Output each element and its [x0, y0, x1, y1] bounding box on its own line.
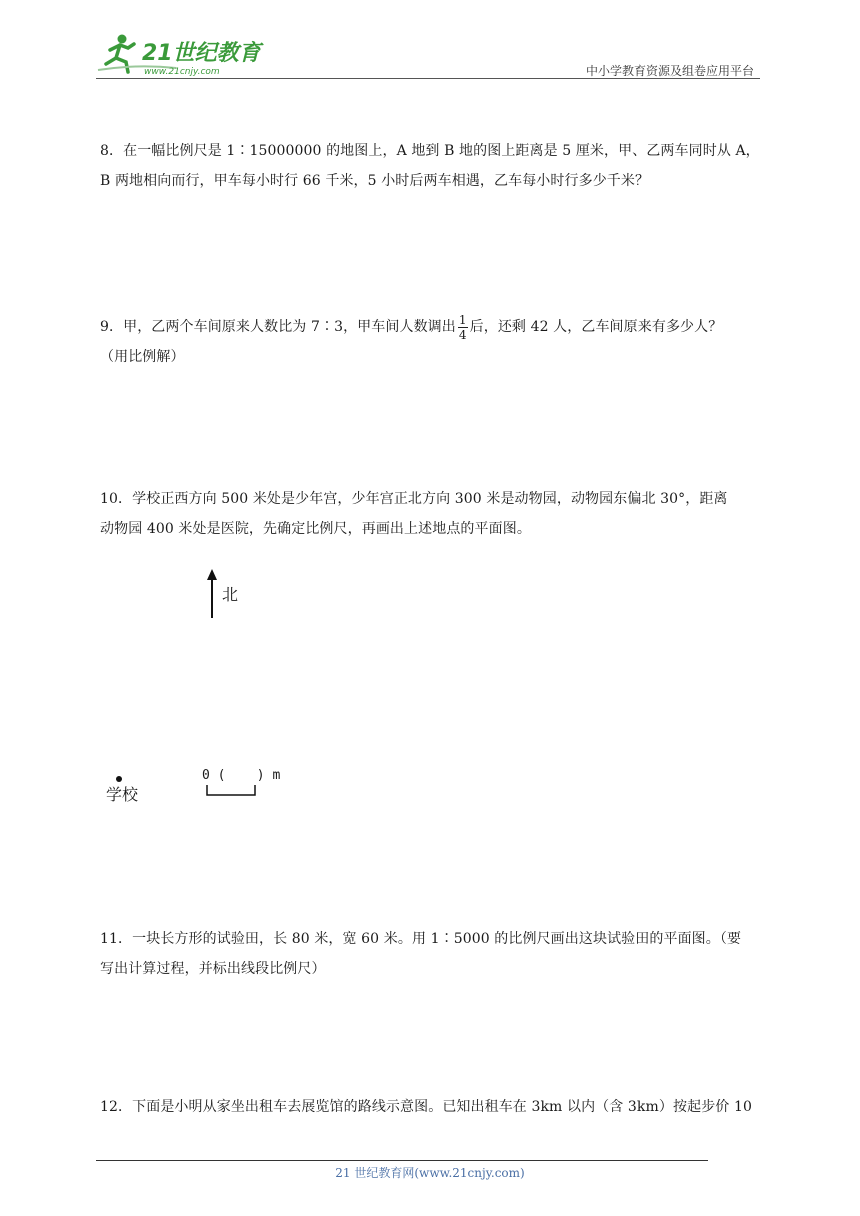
question-8-line-1: 8．在一幅比例尺是 1∶15000000 的地图上，A 地到 B 地的图上距离是 5 厘米，甲、乙两车同时从 A，	[100, 143, 760, 159]
header-divider	[96, 78, 760, 79]
question-10	[100, 484, 770, 544]
question-9-line-1	[100, 312, 770, 342]
question-8	[100, 136, 770, 196]
svg-text:21世纪教育: 21世纪教育	[142, 41, 261, 66]
question-11-line-2: 写出计算过程，并标出线段比例尺）	[100, 961, 326, 977]
platform-title: 中小学教育资源及组卷应用平台	[585, 64, 754, 78]
svg-text:www.21cnjy.com: www.21cnjy.com	[144, 67, 220, 77]
question-11-line-1: 11．一块长方形的试验田，长 80 米，宽 60 米。用 1∶5000 的比例尺画出这块试验田的平面图。（要	[100, 931, 742, 947]
scale-label: 0 ( ) m	[202, 768, 281, 783]
footer-divider	[96, 1160, 708, 1161]
question-11	[100, 924, 770, 984]
page-header	[96, 30, 760, 80]
question-9-text-post: 后，还剩 42 人，乙车间原来有多少人？	[469, 319, 723, 335]
north-label: 北	[222, 585, 239, 604]
question-10-line-2: 动物园 400 米处是医院，先确定比例尺，再画出上述地点的平面图。	[100, 521, 531, 537]
question-9	[100, 312, 770, 372]
logo-21cnjy	[96, 30, 266, 78]
question-12-line-1: 12．下面是小明从家坐出租车去展览馆的路线示意图。已知出租车在 3km 以内（含 3km）按起步价 10	[100, 1099, 752, 1115]
question-8-line-2: B 两地相向而行，甲车每小时行 66 千米，5 小时后两车相遇，乙车每小时行多少千米？	[100, 173, 650, 189]
question-10-line-1: 10．学校正西方向 500 米处是少年宫，少年宫正北方向 300 米是动物园，动物园东偏北 30°，距离	[100, 491, 728, 507]
question-9-text-pre: 9．甲，乙两个车间原来人数比为 7∶3，甲车间人数调出	[100, 319, 456, 335]
question-9-line-2: （用比例解）	[100, 349, 185, 365]
fraction-denominator: 4	[458, 327, 467, 342]
question-12	[100, 1092, 770, 1122]
footer-text[interactable]: 21 世纪教育网(www.21cnjy.com)	[335, 1166, 525, 1180]
scale-bar-icon	[206, 784, 256, 796]
fraction-one-quarter	[458, 313, 468, 342]
school-label: 学校	[106, 785, 139, 804]
fraction-numerator: 1	[458, 312, 467, 327]
